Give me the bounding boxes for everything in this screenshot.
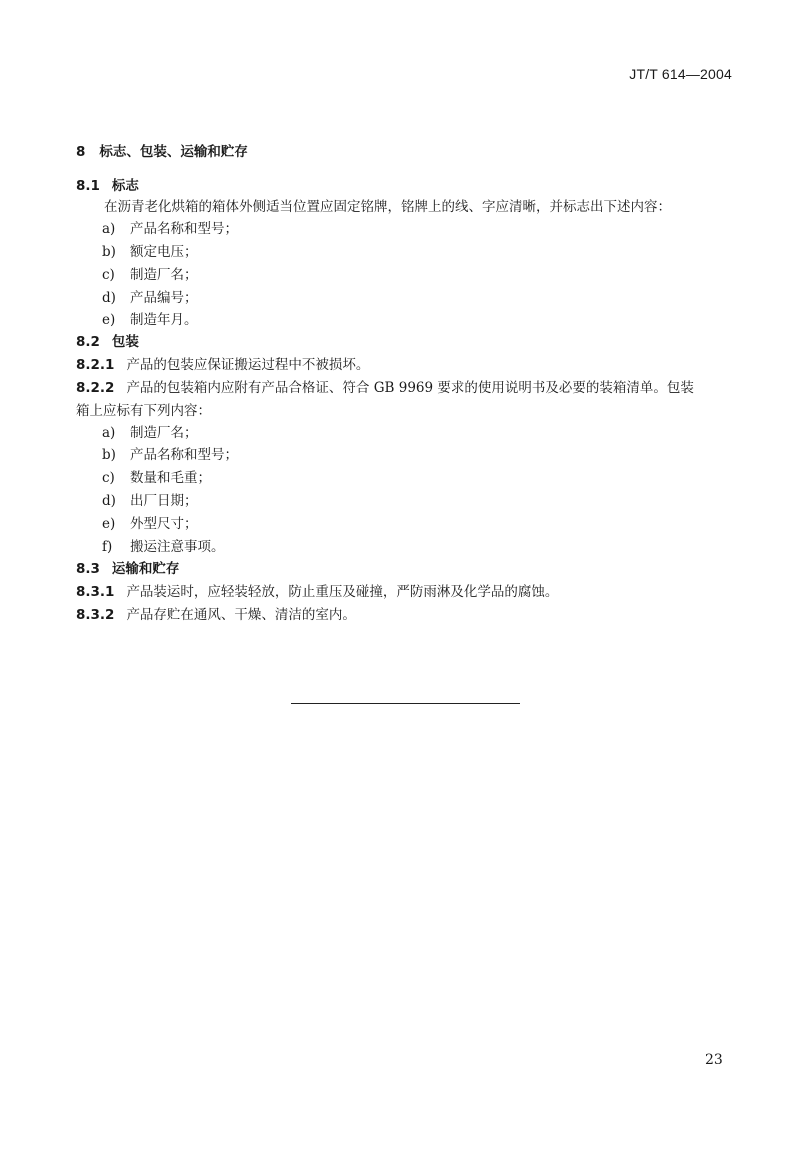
list-item (102, 491, 198, 511)
list-marker: a) (102, 425, 116, 441)
list-marker: e) (102, 312, 116, 328)
clause-text: 产品的包装应保证搬运过程中不被损坏。 (126, 357, 370, 373)
list-item-text: 产品名称和型号； (130, 221, 238, 237)
clause-8-3-1 (76, 582, 558, 602)
subsection-8-3-heading (76, 559, 179, 579)
subsection-title: 运输和贮存 (111, 561, 180, 577)
clause-number: 8.2.2 (76, 380, 115, 396)
clause-8-2-2 (76, 378, 694, 398)
subsection-8-2-heading (76, 332, 139, 352)
subsection-title: 标志 (111, 178, 139, 194)
section-number: 8 (76, 144, 86, 160)
list-item-text: 数量和毛重； (130, 470, 211, 486)
subsection-8-1-heading (76, 176, 139, 196)
clause-number: 8.3.1 (76, 584, 115, 600)
list-item (102, 242, 198, 262)
end-of-document-rule (291, 703, 520, 704)
standard-code: JT/T 614—2004 (629, 66, 732, 82)
list-item-text: 制造年月。 (130, 312, 198, 328)
list-item (102, 288, 198, 308)
list-marker: e) (102, 516, 116, 532)
section-heading (76, 140, 248, 160)
list-item (102, 219, 238, 239)
list-item-text: 外型尺寸； (130, 516, 198, 532)
list-marker: b) (102, 447, 116, 463)
list-item (102, 537, 225, 557)
list-item (102, 468, 211, 488)
list-marker: f) (102, 539, 113, 555)
list-item-text: 搬运注意事项。 (130, 539, 225, 555)
list-item-text: 产品名称和型号； (130, 447, 238, 463)
clause-8-2-1 (76, 355, 369, 375)
clause-number: 8.3.2 (76, 607, 115, 623)
clause-text: 产品存贮在通风、干燥、清洁的室内。 (126, 607, 356, 623)
list-item-text: 产品编号； (130, 290, 198, 306)
clause-number: 8.2.1 (76, 357, 115, 373)
list-marker: d) (102, 493, 116, 509)
list-item (102, 310, 198, 330)
clause-8-2-2-continuation: 箱上应标有下列内容： (76, 403, 211, 419)
list-marker: b) (102, 244, 116, 260)
clause-text: 产品装运时，应轻装轻放，防止重压及碰撞，严防雨淋及化学品的腐蚀。 (126, 584, 559, 600)
list-item (102, 514, 198, 534)
list-marker: c) (102, 267, 115, 283)
subsection-title: 包装 (111, 334, 139, 350)
list-marker: d) (102, 290, 116, 306)
list-item (102, 445, 238, 465)
list-item (102, 423, 198, 443)
list-item-text: 制造厂名； (130, 425, 198, 441)
subsection-number: 8.1 (76, 178, 100, 194)
page-number: 23 (705, 1052, 723, 1068)
subsection-number: 8.2 (76, 334, 100, 350)
section-title: 标志、包装、运输和贮存 (99, 144, 248, 160)
clause-text: 产品的包装箱内应附有产品合格证、符合 GB 9969 要求的使用说明书及必要的装箱清单。包装 (126, 380, 694, 396)
subsection-number: 8.3 (76, 561, 100, 577)
clause-8-3-2 (76, 605, 356, 625)
list-item-text: 出厂日期； (130, 493, 198, 509)
list-marker: c) (102, 470, 115, 486)
paragraph-8-1-intro: 在沥青老化烘箱的箱体外侧适当位置应固定铭牌，铭牌上的线、字应清晰，并标志出下述内容： (104, 199, 671, 215)
list-marker: a) (102, 221, 116, 237)
list-item-text: 制造厂名； (130, 267, 198, 283)
list-item-text: 额定电压； (130, 244, 198, 260)
list-item (102, 265, 198, 285)
